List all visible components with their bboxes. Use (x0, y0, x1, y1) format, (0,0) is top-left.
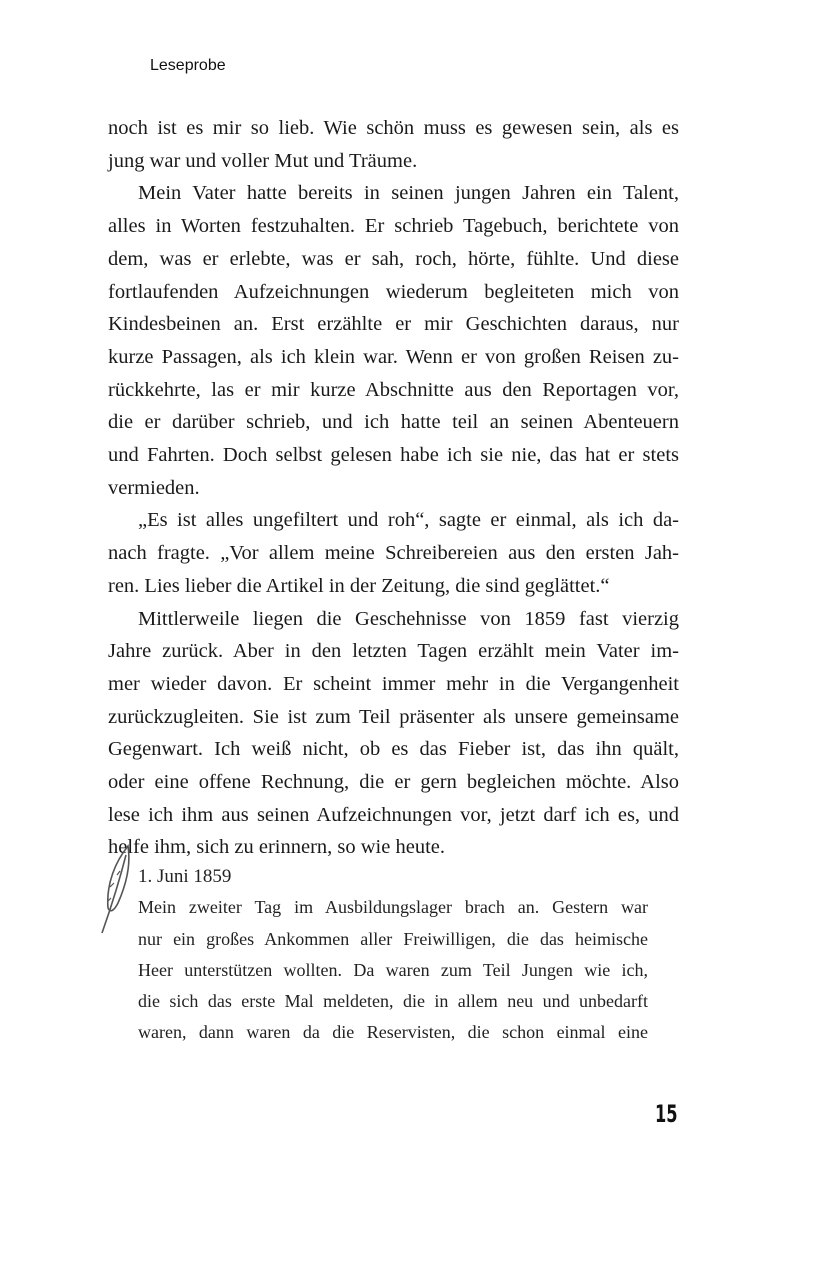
text-line: ren. Lies lieber die Artikel in der Zeitung, die sind geglättet.“ (108, 574, 610, 597)
text-line: und Fahrten. Doch selbst gelesen habe ich sie nie, das hat er stets (108, 444, 679, 467)
text-line: fortlaufenden Aufzeichnungen wiederum begleiteten mich von (108, 280, 679, 303)
diary-line: die sich das erste Mal meldeten, die in allem neu und unbedarft (138, 991, 648, 1012)
running-header: Leseprobe (150, 57, 226, 74)
text-line: nach fragte. „Vor allem meine Schreibereien aus den ersten Jah- (108, 542, 679, 565)
text-line: Mittlerweile liegen die Geschehnisse von 1859 fast vierzig (138, 607, 679, 630)
text-line: dem, was er erlebte, was er sah, roch, hörte, fühlte. Und diese (108, 247, 679, 270)
text-line: kurze Passagen, als ich klein war. Wenn er von großen Reisen zu- (108, 345, 679, 368)
text-line: vermieden. (108, 476, 200, 499)
diary-entry (138, 861, 648, 1049)
diary-line: Heer unterstützen wollten. Da waren zum Teil Jungen wie ich, (138, 959, 648, 980)
text-line: Mein Vater hatte bereits in seinen jungen Jahren ein Talent, (138, 182, 679, 205)
body-text (108, 112, 679, 864)
text-line: jung war und voller Mut und Träume. (108, 149, 418, 172)
feather-icon (98, 843, 138, 938)
text-line: die er darüber schrieb, und ich hatte teil an seinen Abenteuern (108, 411, 679, 434)
page-number: 15 (655, 1100, 678, 1128)
text-line: oder eine offene Rechnung, die er gern begleichen möchte. Also (108, 771, 679, 794)
diary-line: waren, dann waren da die Reservisten, die schon einmal eine (138, 1022, 648, 1043)
diary-line: nur ein großes Ankommen aller Freiwilligen, die das heimische (138, 928, 648, 949)
text-line: noch ist es mir so lieb. Wie schön muss es gewesen sein, als es (108, 117, 679, 139)
text-line: zurückzugleiten. Sie ist zum Teil präsenter als unsere gemeinsame (108, 705, 679, 728)
text-line: Kindesbeinen an. Erst erzählte er mir Geschichten daraus, nur (108, 313, 679, 336)
text-line: Gegenwart. Ich weiß nicht, ob es das Fieber ist, das ihn quält, (108, 738, 679, 761)
text-line: mer wieder davon. Er scheint immer mehr in die Vergangenheit (108, 672, 679, 695)
diary-date: 1. Juni 1859 (138, 866, 232, 887)
text-line: Jahre zurück. Aber in den letzten Tagen erzählt mein Vater im- (108, 640, 679, 663)
text-line: helfe ihm, sich zu erinnern, so wie heute. (108, 836, 445, 859)
diary-line: Mein zweiter Tag im Ausbildungslager brach an. Gestern war (138, 897, 648, 918)
text-line: „Es ist alles ungefiltert und roh“, sagte er einmal, als ich da- (138, 509, 679, 532)
text-line: alles in Worten festzuhalten. Er schrieb Tagebuch, berichtete von (108, 215, 679, 238)
text-line: lese ich ihm aus seinen Aufzeichnungen vor, jetzt darf ich es, und (108, 803, 679, 826)
text-line: rückkehrte, las er mir kurze Abschnitte aus den Reportagen vor, (108, 378, 679, 401)
